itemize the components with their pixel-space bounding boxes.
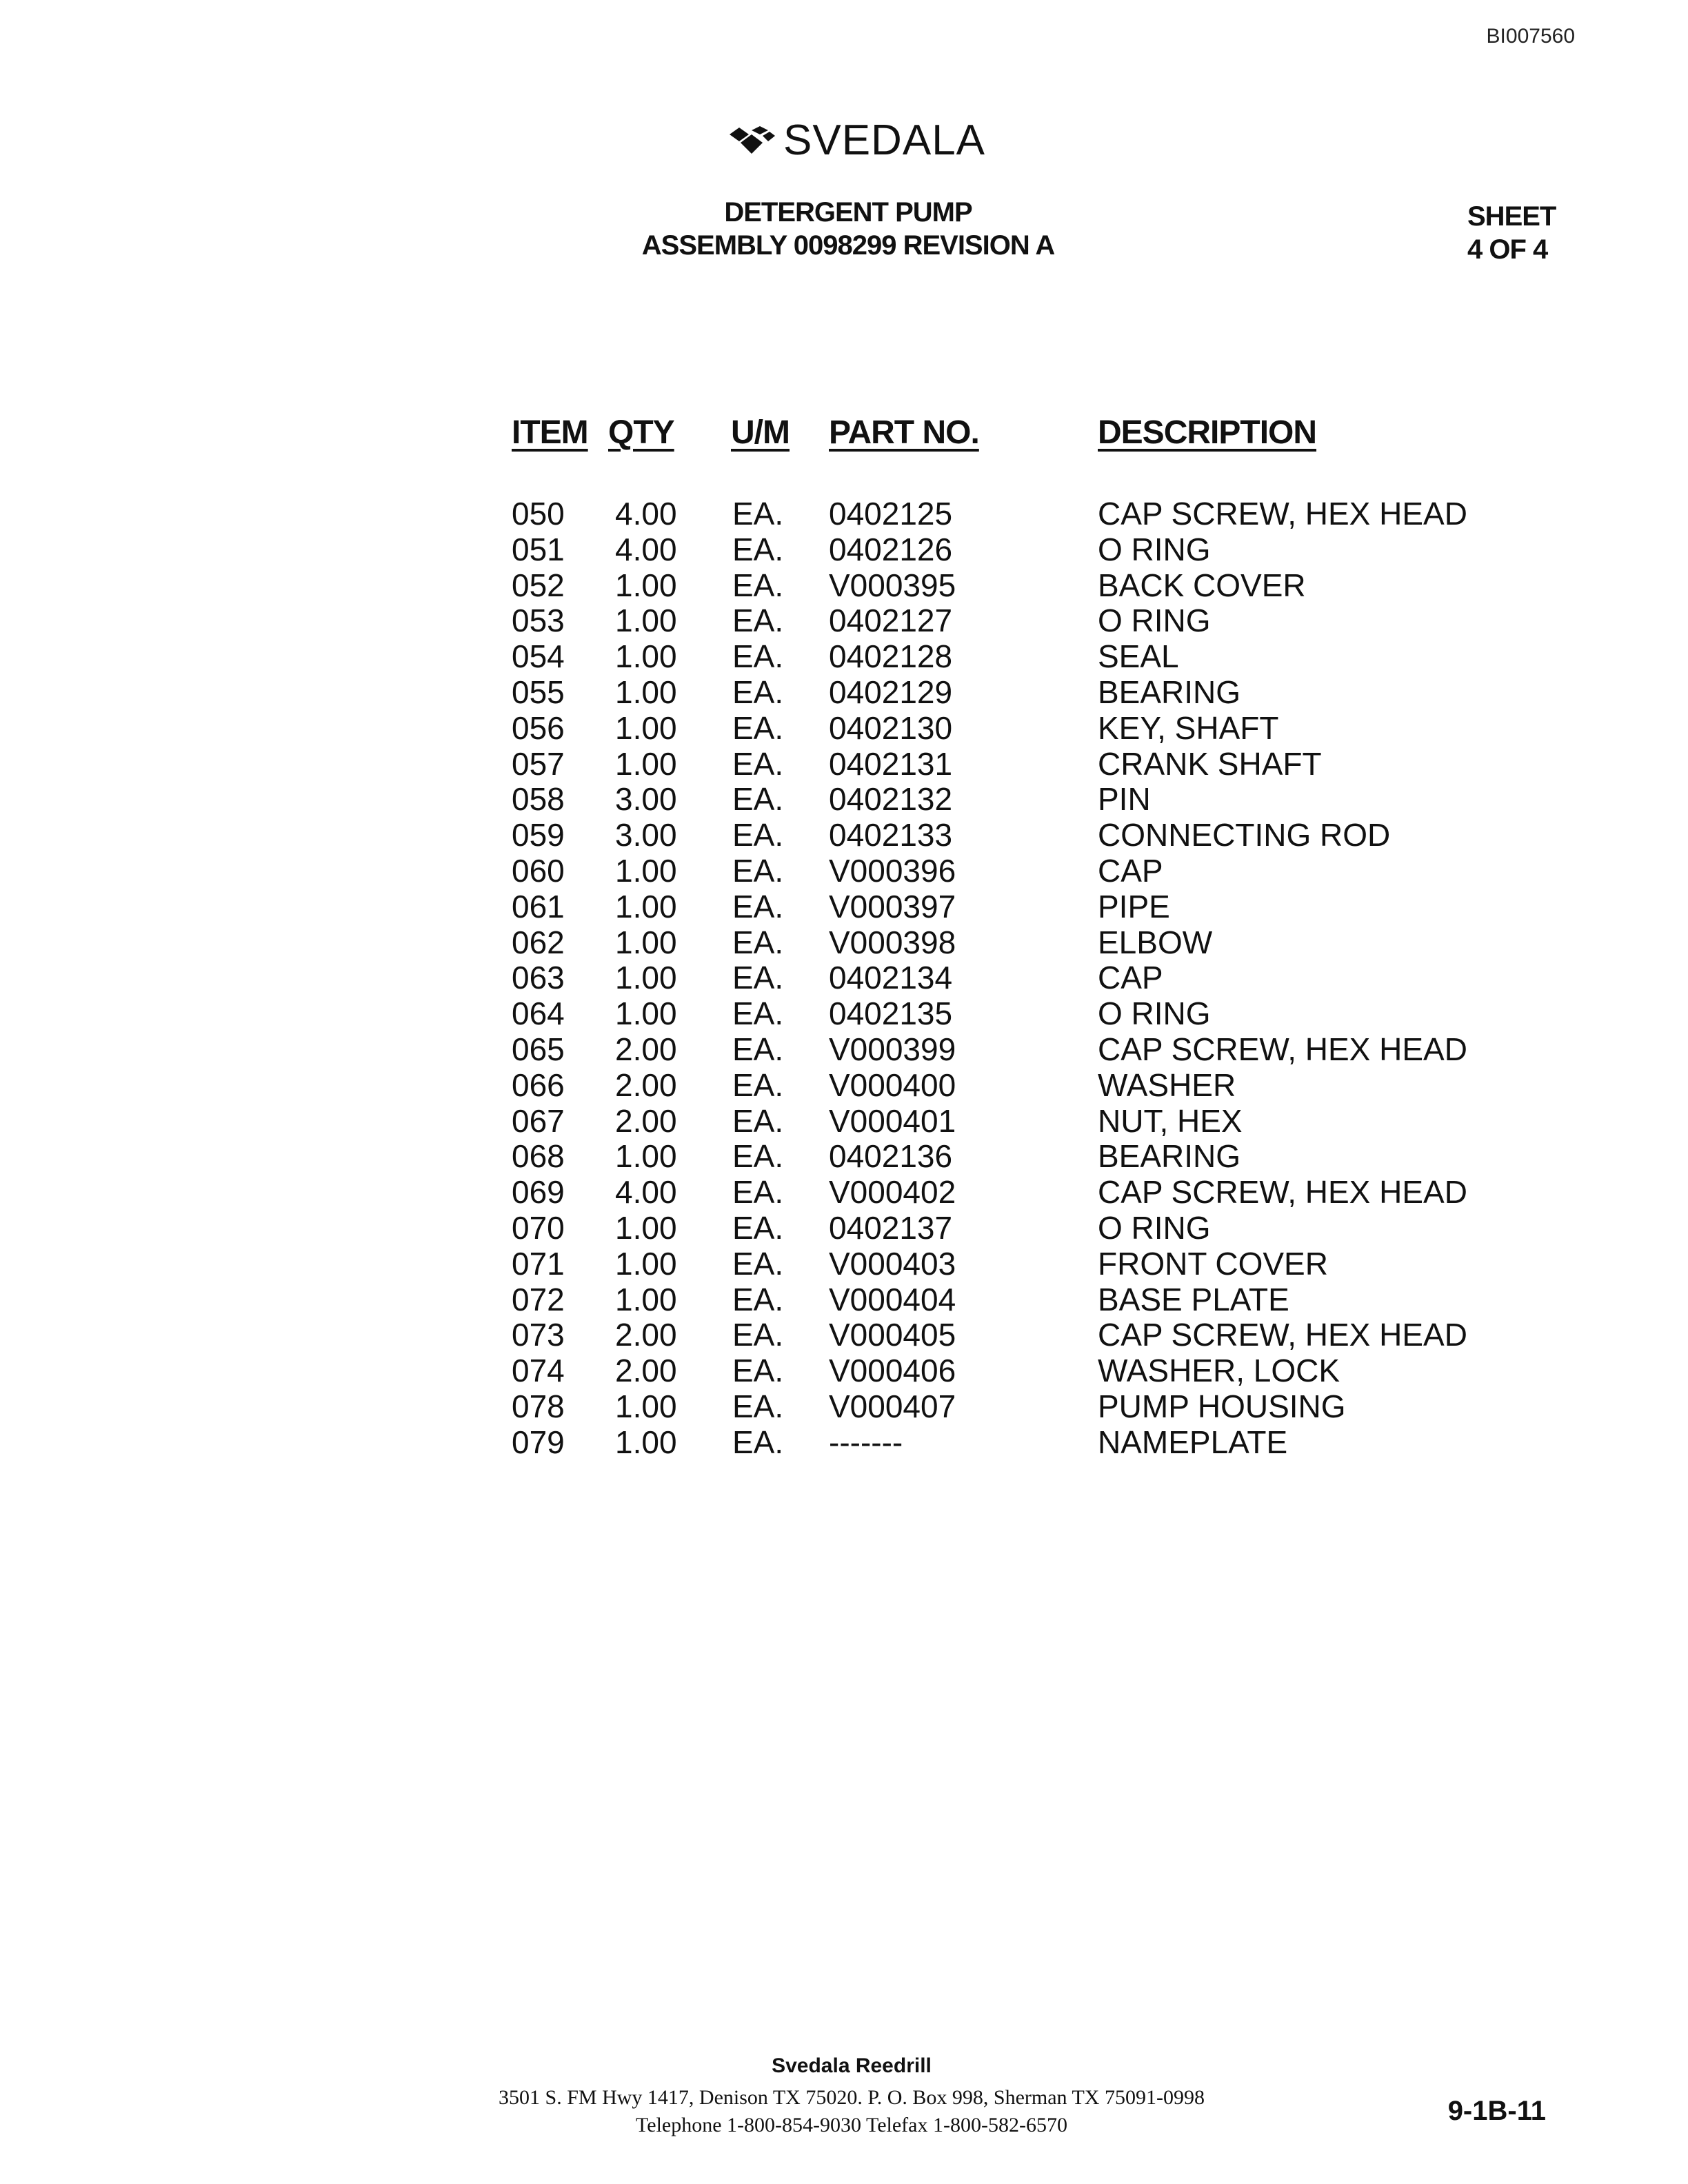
sheet-number: 4 OF 4 xyxy=(1467,234,1548,265)
cell-part-no: V000403 xyxy=(829,1245,956,1282)
cell-part-no: V000399 xyxy=(829,1031,956,1067)
cell-um: EA. xyxy=(732,1424,784,1460)
cell-qty: 1.00 xyxy=(615,960,677,996)
cell-part-no: V000407 xyxy=(829,1388,956,1424)
cell-item: 065 xyxy=(512,1031,565,1067)
cell-description: CAP xyxy=(1098,853,1163,889)
cell-description: CAP SCREW, HEX HEAD xyxy=(1098,1031,1467,1067)
cell-item: 067 xyxy=(512,1102,565,1139)
cell-description: CRANK SHAFT xyxy=(1098,745,1322,782)
cell-description: SEAL xyxy=(1098,638,1179,675)
cell-item: 057 xyxy=(512,745,565,782)
cell-qty: 4.00 xyxy=(615,496,677,532)
page-number: 9-1B-11 xyxy=(1447,2096,1546,2126)
cell-item: 062 xyxy=(512,924,565,960)
cell-part-no: 0402136 xyxy=(829,1138,953,1175)
footer-phone: Telephone 1-800-854-9030 Telefax 1-800-582-6570 xyxy=(636,2114,1067,2136)
cell-part-no: 0402133 xyxy=(829,817,953,853)
cell-um: EA. xyxy=(732,1317,784,1353)
cell-qty: 1.00 xyxy=(615,603,677,639)
cell-description: WASHER, LOCK xyxy=(1098,1353,1340,1389)
cell-item: 074 xyxy=(512,1353,565,1389)
header-um: U/M xyxy=(731,414,790,451)
cell-description: O RING xyxy=(1098,995,1211,1032)
cell-item: 066 xyxy=(512,1066,565,1103)
cell-item: 063 xyxy=(512,960,565,996)
cell-description: O RING xyxy=(1098,531,1211,567)
assembly-subtitle: ASSEMBLY 0098299 REVISION A xyxy=(641,230,1055,261)
cell-um: EA. xyxy=(732,674,784,710)
cell-item: 073 xyxy=(512,1317,565,1353)
cell-item: 069 xyxy=(512,1174,565,1211)
cell-description: O RING xyxy=(1098,1210,1211,1246)
cell-part-no: V000395 xyxy=(829,567,956,603)
cell-qty: 4.00 xyxy=(615,531,677,567)
cell-qty: 1.00 xyxy=(615,853,677,889)
cell-um: EA. xyxy=(732,817,784,853)
cell-um: EA. xyxy=(732,496,784,532)
cell-um: EA. xyxy=(732,960,784,996)
cell-qty: 3.00 xyxy=(615,817,677,853)
document-id: BI007560 xyxy=(1486,25,1575,48)
cell-um: EA. xyxy=(732,888,784,924)
cell-item: 055 xyxy=(512,674,565,710)
cell-part-no: V000405 xyxy=(829,1317,956,1353)
cell-qty: 4.00 xyxy=(615,1174,677,1211)
cell-part-no: V000406 xyxy=(829,1353,956,1389)
cell-description: O RING xyxy=(1098,603,1211,639)
cell-part-no: V000398 xyxy=(829,924,956,960)
cell-um: EA. xyxy=(732,1245,784,1282)
cell-description: PIPE xyxy=(1098,888,1170,924)
cell-qty: 1.00 xyxy=(615,995,677,1032)
cell-description: CONNECTING ROD xyxy=(1098,817,1391,853)
cell-qty: 1.00 xyxy=(615,924,677,960)
cell-item: 059 xyxy=(512,817,565,853)
cell-qty: 1.00 xyxy=(615,1138,677,1175)
cell-item: 053 xyxy=(512,603,565,639)
cell-item: 064 xyxy=(512,995,565,1032)
cell-item: 050 xyxy=(512,496,565,532)
cell-part-no: 0402135 xyxy=(829,995,953,1032)
cell-part-no: 0402132 xyxy=(829,781,953,818)
cell-item: 070 xyxy=(512,1210,565,1246)
cell-description: CAP xyxy=(1098,960,1163,996)
cell-item: 054 xyxy=(512,638,565,675)
cell-description: PIN xyxy=(1098,781,1151,818)
cell-description: NUT, HEX xyxy=(1098,1102,1243,1139)
cell-part-no: V000404 xyxy=(829,1281,956,1317)
cell-um: EA. xyxy=(732,567,784,603)
cell-um: EA. xyxy=(732,531,784,567)
cell-um: EA. xyxy=(732,638,784,675)
cell-description: FRONT COVER xyxy=(1098,1245,1328,1282)
svedala-logo xyxy=(728,116,985,165)
cell-description: KEY, SHAFT xyxy=(1098,709,1279,746)
header-qty: QTY xyxy=(608,414,674,451)
header-description: DESCRIPTION xyxy=(1098,414,1317,451)
cell-qty: 1.00 xyxy=(615,745,677,782)
cell-um: EA. xyxy=(732,995,784,1032)
header-item: ITEM xyxy=(512,414,588,451)
cell-qty: 1.00 xyxy=(615,1388,677,1424)
logo-text: SVEDALA xyxy=(783,117,986,164)
cell-um: EA. xyxy=(732,1210,784,1246)
cell-description: BEARING xyxy=(1098,1138,1241,1175)
cell-qty: 1.00 xyxy=(615,1281,677,1317)
cell-qty: 1.00 xyxy=(615,1424,677,1460)
cell-um: EA. xyxy=(732,924,784,960)
cell-part-no: 0402131 xyxy=(829,745,953,782)
cell-description: CAP SCREW, HEX HEAD xyxy=(1098,1174,1467,1211)
cell-part-no: 0402125 xyxy=(829,496,953,532)
cell-item: 051 xyxy=(512,531,565,567)
cell-part-no: ------- xyxy=(829,1424,903,1460)
cell-qty: 1.00 xyxy=(615,567,677,603)
cell-um: EA. xyxy=(732,603,784,639)
cell-qty: 2.00 xyxy=(615,1317,677,1353)
cell-item: 071 xyxy=(512,1245,565,1282)
cell-um: EA. xyxy=(732,1281,784,1317)
cell-description: BACK COVER xyxy=(1098,567,1306,603)
cell-part-no: V000401 xyxy=(829,1102,956,1139)
cell-item: 068 xyxy=(512,1138,565,1175)
cell-um: EA. xyxy=(732,745,784,782)
sheet-label: SHEET xyxy=(1467,201,1556,232)
cell-part-no: 0402130 xyxy=(829,709,953,746)
cell-part-no: 0402134 xyxy=(829,960,953,996)
cell-qty: 1.00 xyxy=(615,888,677,924)
cell-part-no: V000402 xyxy=(829,1174,956,1211)
cell-qty: 1.00 xyxy=(615,638,677,675)
cell-description: NAMEPLATE xyxy=(1098,1424,1288,1460)
cell-part-no: V000396 xyxy=(829,853,956,889)
cell-um: EA. xyxy=(732,1174,784,1211)
cell-um: EA. xyxy=(732,709,784,746)
cell-um: EA. xyxy=(732,1353,784,1389)
cell-qty: 1.00 xyxy=(615,674,677,710)
cell-part-no: 0402137 xyxy=(829,1210,953,1246)
cell-item: 078 xyxy=(512,1388,565,1424)
cell-um: EA. xyxy=(732,781,784,818)
cell-qty: 1.00 xyxy=(615,1210,677,1246)
svedala-diamond-logo-icon xyxy=(728,125,776,156)
cell-qty: 2.00 xyxy=(615,1102,677,1139)
cell-item: 058 xyxy=(512,781,565,818)
cell-qty: 3.00 xyxy=(615,781,677,818)
cell-qty: 1.00 xyxy=(615,1245,677,1282)
cell-item: 060 xyxy=(512,853,565,889)
cell-item: 072 xyxy=(512,1281,565,1317)
cell-description: BASE PLATE xyxy=(1098,1281,1289,1317)
cell-um: EA. xyxy=(732,853,784,889)
cell-part-no: V000397 xyxy=(829,888,956,924)
cell-um: EA. xyxy=(732,1031,784,1067)
cell-qty: 1.00 xyxy=(615,709,677,746)
document-title: DETERGENT PUMP xyxy=(724,197,972,228)
cell-description: CAP SCREW, HEX HEAD xyxy=(1098,1317,1467,1353)
cell-part-no: 0402129 xyxy=(829,674,953,710)
cell-um: EA. xyxy=(732,1138,784,1175)
cell-item: 061 xyxy=(512,888,565,924)
cell-description: BEARING xyxy=(1098,674,1241,710)
cell-um: EA. xyxy=(732,1102,784,1139)
cell-part-no: 0402126 xyxy=(829,531,953,567)
cell-um: EA. xyxy=(732,1388,784,1424)
footer-company: Svedala Reedrill xyxy=(772,2054,932,2077)
cell-qty: 2.00 xyxy=(615,1353,677,1389)
cell-part-no: 0402127 xyxy=(829,603,953,639)
cell-item: 052 xyxy=(512,567,565,603)
cell-description: ELBOW xyxy=(1098,924,1213,960)
cell-qty: 2.00 xyxy=(615,1066,677,1103)
cell-item: 056 xyxy=(512,709,565,746)
cell-part-no: 0402128 xyxy=(829,638,953,675)
cell-um: EA. xyxy=(732,1066,784,1103)
cell-description: PUMP HOUSING xyxy=(1098,1388,1346,1424)
cell-item: 079 xyxy=(512,1424,565,1460)
header-part-no: PART NO. xyxy=(829,414,979,451)
cell-description: WASHER xyxy=(1098,1066,1236,1103)
footer-address: 3501 S. FM Hwy 1417, Denison TX 75020. P. O. Box 998, Sherman TX 75091-0998 xyxy=(499,2086,1205,2109)
cell-part-no: V000400 xyxy=(829,1066,956,1103)
cell-qty: 2.00 xyxy=(615,1031,677,1067)
cell-description: CAP SCREW, HEX HEAD xyxy=(1098,496,1467,532)
